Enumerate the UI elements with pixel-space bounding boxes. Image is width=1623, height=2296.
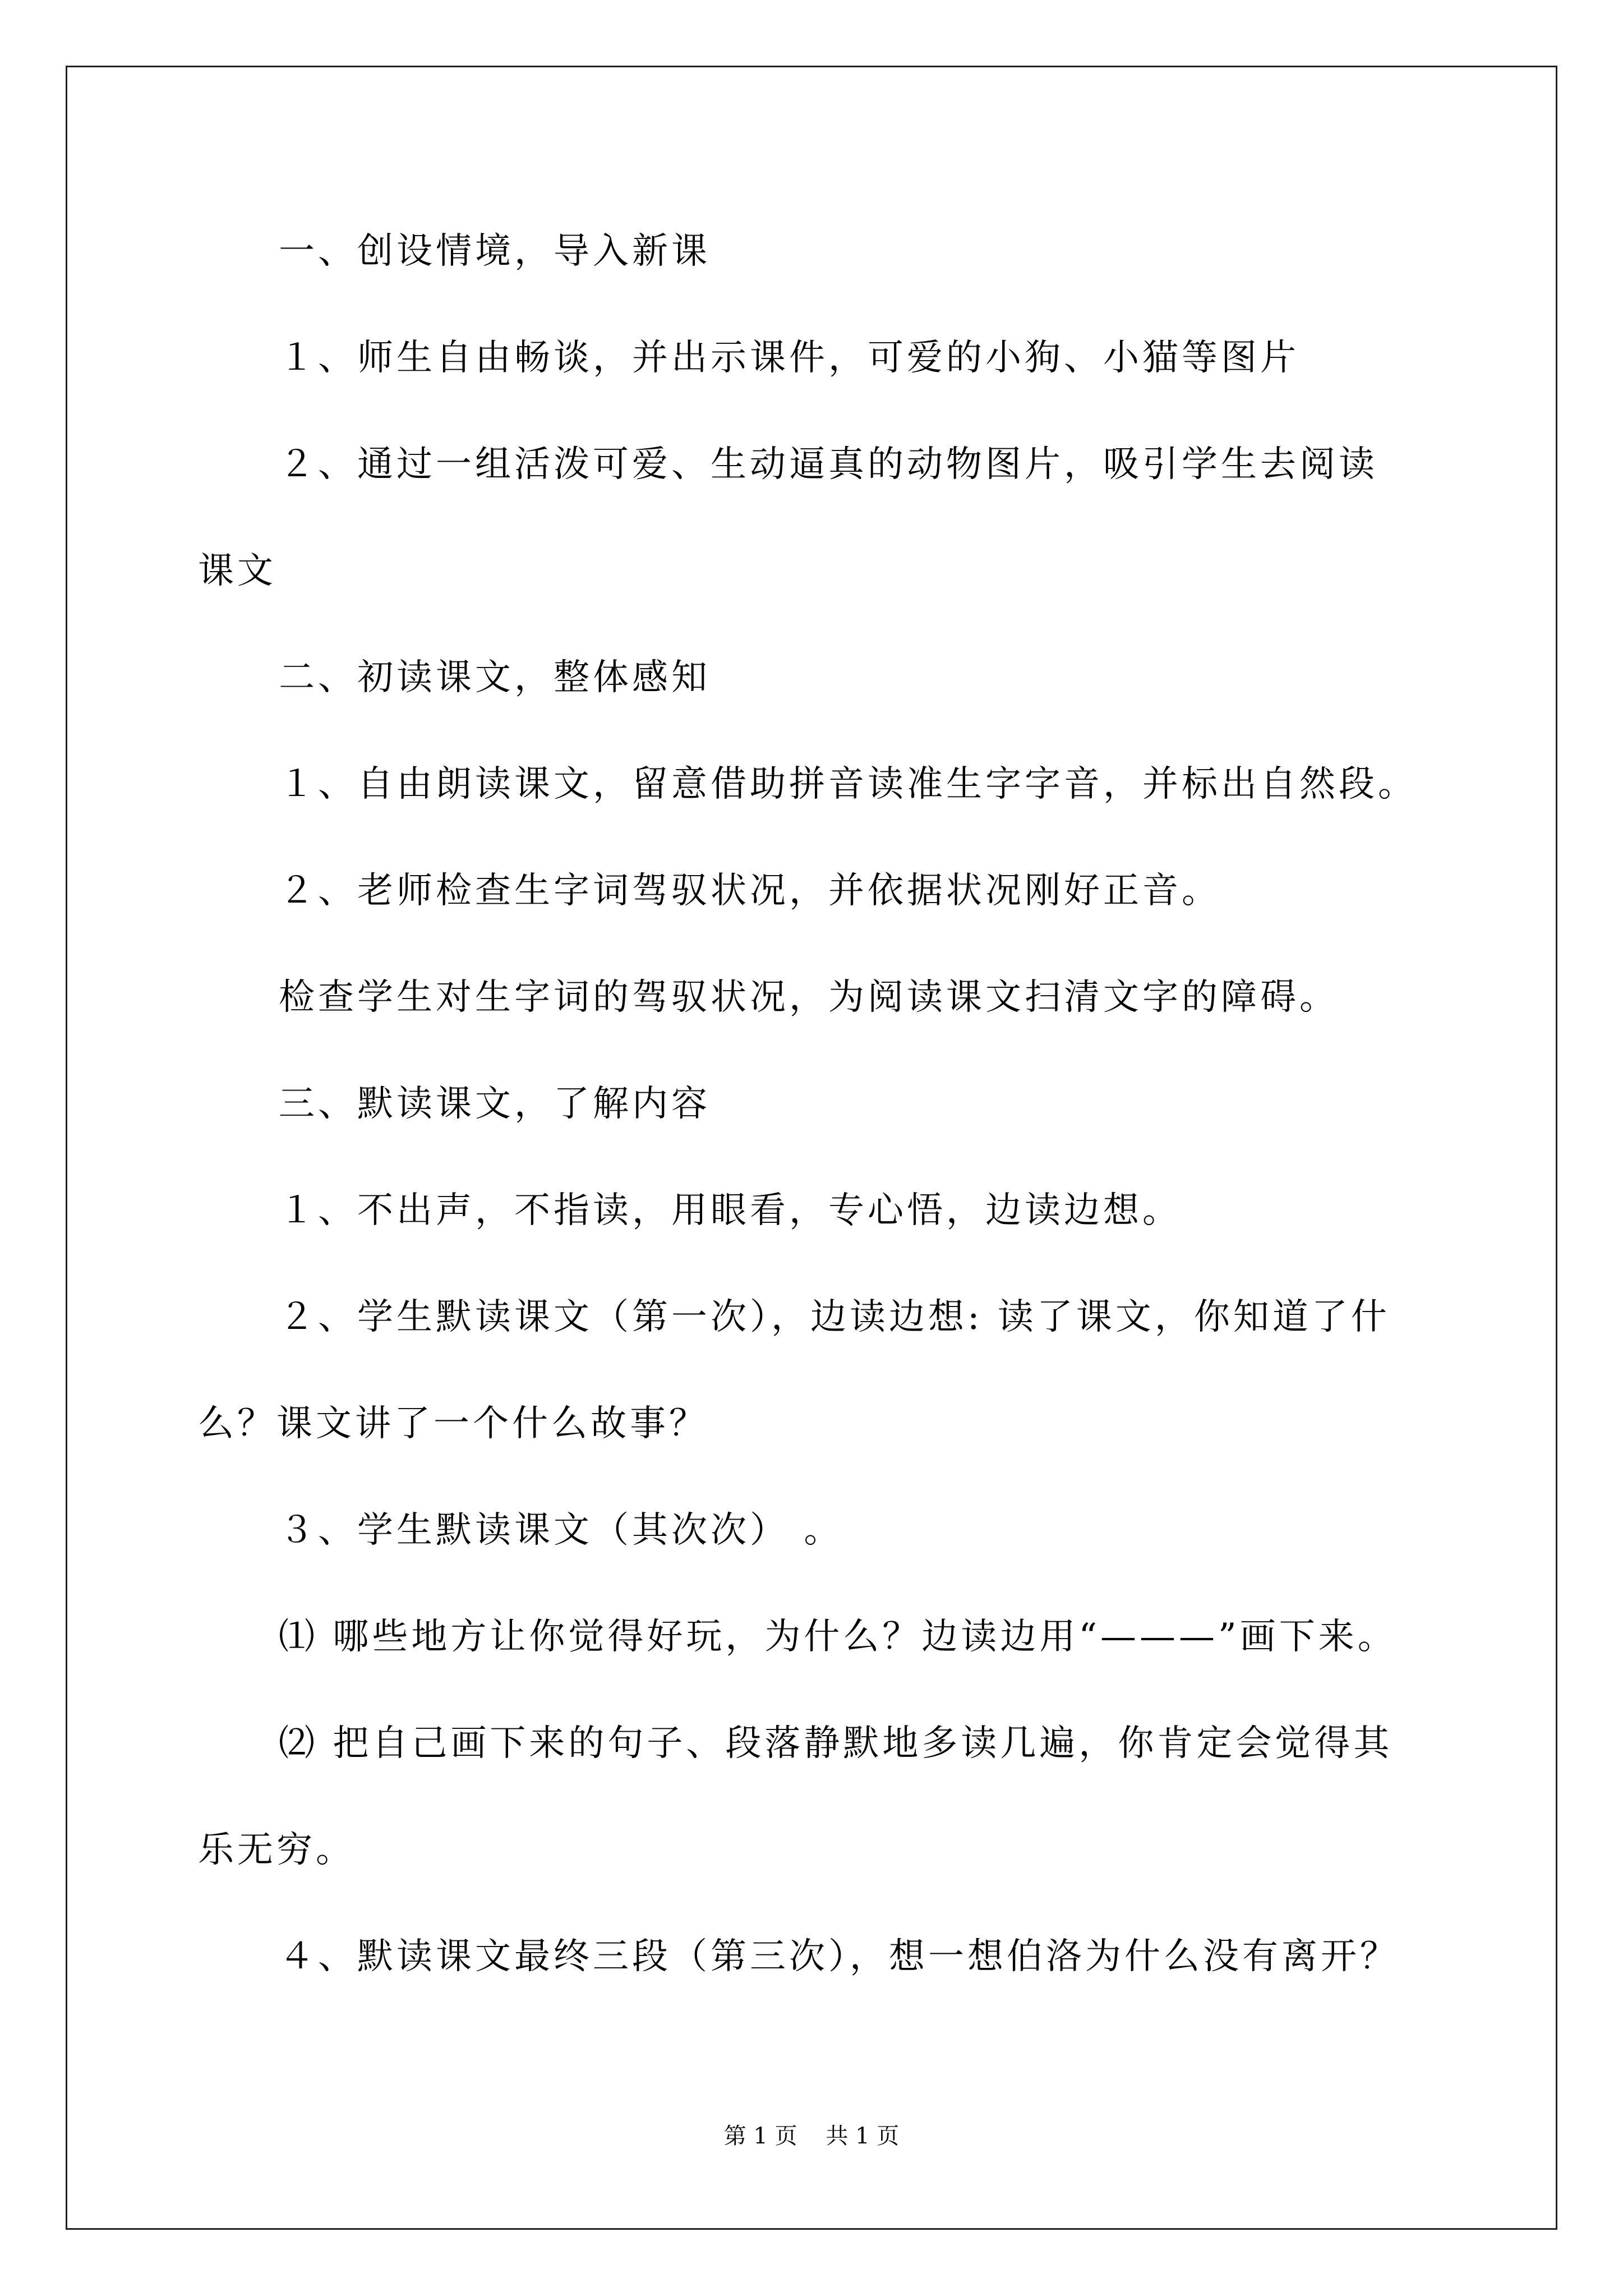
paragraph-line: ２、老师检查生字词驾驭状况，并依据状况刚好正音。: [279, 870, 1221, 912]
paragraph-line: 课文: [198, 550, 276, 592]
paragraph-line: １、师生自由畅谈，并出示课件，可爱的小狗、小猫等图片: [279, 337, 1299, 379]
paragraph-line: ⑴ 哪些地方让你觉得好玩，为什么？边读边用“———”画下来。: [279, 1616, 1397, 1658]
paragraph-line: 乐无穷。: [198, 1829, 355, 1871]
paragraph-line: ２、学生默读课文（第一次），边读边想: 读了课文，你知道了什: [279, 1296, 1390, 1338]
paragraph-line: 检查学生对生字词的驾驭状况，为阅读课文扫清文字的障碍。: [279, 977, 1339, 1018]
paragraph-line: ４、默读课文最终三段（第三次），想一想伯洛为什么没有离开？: [279, 1936, 1399, 1977]
paragraph-line: ⑵ 把自己画下来的句子、段落静默地多读几遍，你肯定会觉得其: [279, 1723, 1393, 1764]
section-heading-1: 一、创设情境，导入新课: [279, 231, 711, 272]
page-number-footer: 第 1 页 共 1 页: [723, 2123, 900, 2149]
section-heading-2: 二、初读课文，整体感知: [279, 657, 711, 698]
paragraph-line: ２、通过一组活泼可爱、生动逼真的动物图片，吸引学生去阅读: [279, 444, 1378, 485]
paragraph-line: 么？课文讲了一个什么故事？: [198, 1403, 708, 1444]
paragraph-line: １、不出声，不指读，用眼看，专心悟，边读边想。: [279, 1190, 1182, 1231]
section-heading-3: 三、默读课文，了解内容: [279, 1083, 711, 1125]
paragraph-line: １、自由朗读课文，留意借助拼音读准生字字音，并标出自然段。: [279, 763, 1417, 805]
page-border: [66, 66, 1557, 2230]
paragraph-line: ３、学生默读课文（其次次） 。: [279, 1510, 843, 1551]
